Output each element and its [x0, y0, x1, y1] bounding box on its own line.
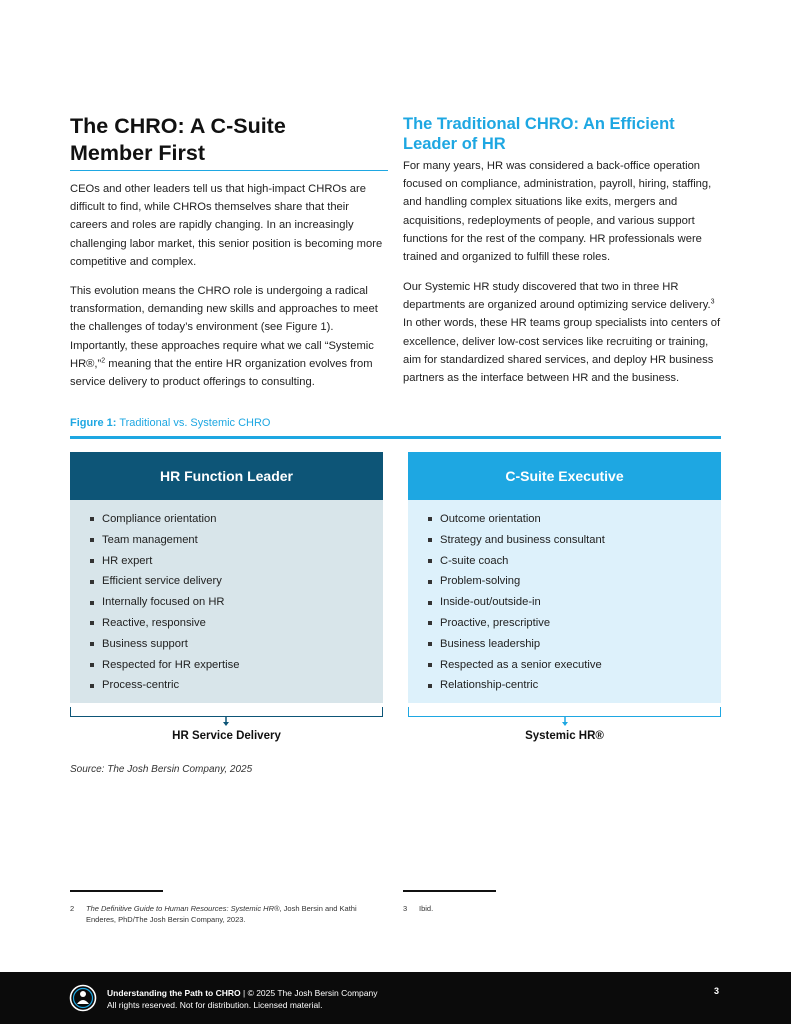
traits-list [90, 509, 383, 696]
footnote-ref-2[interactable]: 2 [101, 357, 106, 365]
list-item: C-suite coach [428, 551, 721, 572]
list-item: Team management [90, 530, 383, 551]
card-title: C-Suite Executive [408, 452, 721, 500]
card-hr-function-leader [70, 452, 383, 703]
figure-divider [70, 436, 721, 439]
heading-divider [70, 170, 388, 171]
footnote-3: 3 Ibid. [403, 904, 434, 913]
list-item: Reactive, responsive [90, 613, 383, 634]
list-item: Compliance orientation [90, 509, 383, 530]
bullet-icon [90, 601, 94, 605]
arrow-down-icon [561, 716, 569, 726]
list-item: Proactive, prescriptive [428, 613, 721, 634]
arrow-down-icon [222, 716, 230, 726]
list-item: Inside-out/outside-in [428, 592, 721, 613]
bullet-icon [90, 538, 94, 542]
figure-source: Source: The Josh Bersin Company, 2025 [70, 764, 253, 775]
bullet-icon [428, 580, 432, 584]
list-item: Relationship-centric [428, 675, 721, 696]
outcome-systemic-hr: Systemic HR® [525, 730, 604, 742]
bullet-icon [90, 621, 94, 625]
list-item: Outcome orientation [428, 509, 721, 530]
bullet-icon [90, 517, 94, 521]
bullet-icon [90, 663, 94, 667]
bullet-icon [428, 684, 432, 688]
list-item: Respected as a senior executive [428, 655, 721, 676]
section-heading-chro: The CHRO: A C-Suite Member First [70, 114, 286, 165]
bullet-icon [90, 684, 94, 688]
bullet-icon [428, 663, 432, 667]
josh-bersin-logo-icon [69, 984, 97, 1012]
footnote-ref-3[interactable]: 3 [710, 298, 715, 306]
list-item: Internally focused on HR [90, 592, 383, 613]
paragraph-evolution: This evolution means the CHRO role is undergoing a radical transformation, demanding new skills and approaches to meet the challenges of today’s environment (see Figure 1). Importantly, these approaches require what we call “Systemic HR®,”$^2$ meaning that the entire HR organization evolves from service delivery to product offerings to consulting. [70, 285, 378, 389]
list-item: Efficient service delivery [90, 571, 383, 592]
list-item: Respected for HR expertise [90, 655, 383, 676]
bullet-icon [428, 621, 432, 625]
list-item: Business support [90, 634, 383, 655]
footnote-divider [403, 890, 496, 892]
bullet-icon [90, 580, 94, 584]
footer-text: Understanding the Path to CHRO | © 2025 The Josh Bersin Company All rights reserved. Not for distribution. Licensed material. [107, 988, 378, 1010]
paragraph-systemic-study: Our Systemic HR study discovered that two in three HR departments are organized around optimizing service delivery.$^3$ In other words, these HR teams group specialists into centers of excellence, deliver low-cost services like recruiting or training, aim for standardized shared services, and deploy HR business partners as the interface between HR and the business. [403, 281, 721, 385]
traits-list [428, 509, 721, 696]
bullet-icon [428, 642, 432, 646]
list-item: Business leadership [428, 634, 721, 655]
footnote-divider [70, 890, 163, 892]
page-footer [0, 972, 791, 1024]
paragraph-back-office: For many years, HR was considered a back-office operation focused on compliance, administration, payroll, hiring, staffing, and handling complex situations like exits, mergers and acquisitions, redeployments of people, and various support functions for the rest of the company. HR professionals were trained and organized to fulfill these roles. [403, 160, 712, 264]
bullet-icon [428, 559, 432, 563]
list-item: HR expert [90, 551, 383, 572]
list-item: Strategy and business consultant [428, 530, 721, 551]
bullet-icon [90, 642, 94, 646]
bullet-icon [428, 538, 432, 542]
page-number: 3 [714, 986, 720, 996]
outcome-hr-service-delivery: HR Service Delivery [172, 730, 281, 742]
card-c-suite-executive [408, 452, 721, 703]
list-item: Process-centric [90, 675, 383, 696]
bullet-icon [90, 559, 94, 563]
bullet-icon [428, 517, 432, 521]
card-title: HR Function Leader [70, 452, 383, 500]
bullet-icon [428, 601, 432, 605]
footnote-2: 2 The Definitive Guide to Human Resources: Systemic HR®, Josh Bersin and Kathi Enderes, PhD/The Josh Bersin Company, 2023. [70, 904, 357, 924]
paragraph-intro: CEOs and other leaders tell us that high-impact CHROs are difficult to find, while CHROs themselves share that their careers and roles are rapidly changing. In an increasingly challenging labor market, this senior position is becoming more competitive and complex. [70, 183, 383, 268]
figure-caption: Figure 1: Traditional vs. Systemic CHRO [70, 417, 271, 429]
list-item: Problem-solving [428, 571, 721, 592]
section-heading-traditional-chro: The Traditional CHRO: An Efficient Leader of HR [403, 115, 675, 153]
